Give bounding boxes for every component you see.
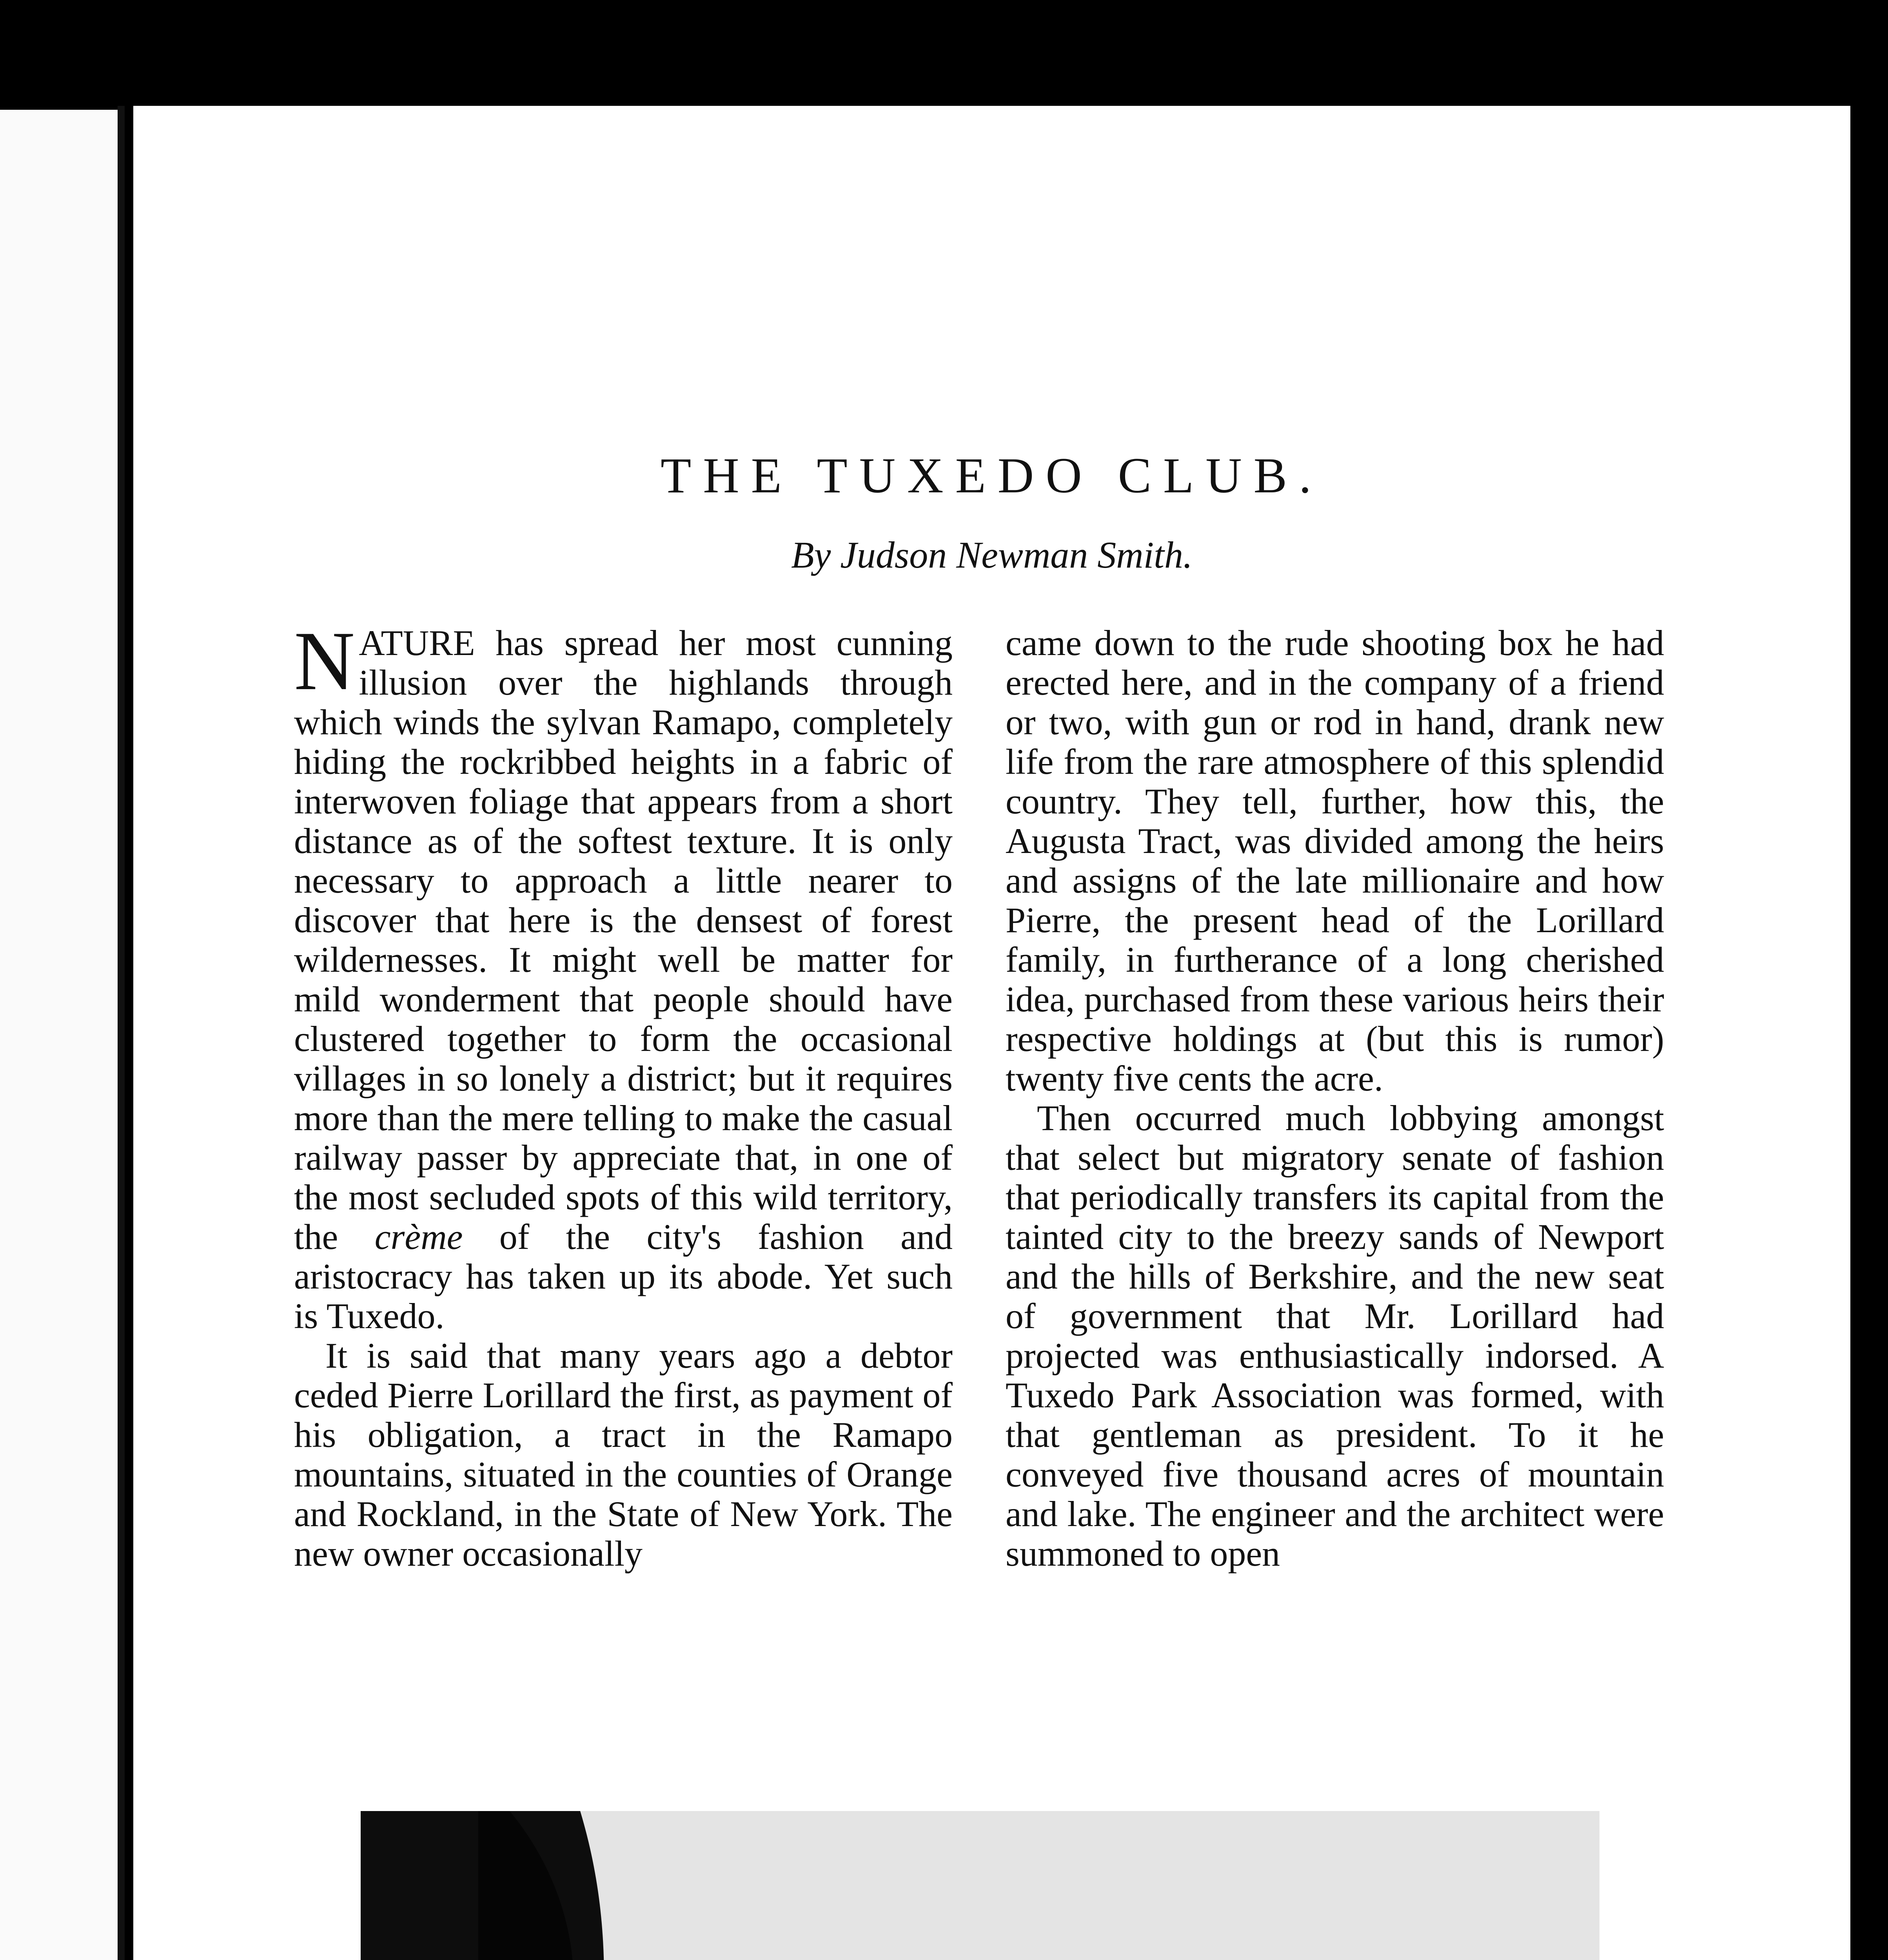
italic-word: crème (374, 1217, 463, 1257)
paragraph-1 (294, 614, 953, 1336)
text-column-left (294, 614, 953, 1573)
paragraph-1-text: ATURE has spread her most cunning illusion over the highlands through which winds the sylvan Ramapo, completely hiding the rockribbed heights in a fabric of interwoven foliage that appears from a short distance as of the softest texture. It is only necessary to approach a little nearer to discover that here is the densest of forest wildernesses. It might well be matter for mild wonderment that people should have clustered together to form the occasional villages in so lonely a district; but it requires more than the mere telling to make the casual railway passer by appreciate that, in one of the most secluded spots of this wild territory, the (294, 623, 953, 1257)
text-column-right (1006, 623, 1664, 1573)
paragraph-3: came down to the rude shooting box he had erected here, and in the company of a friend or two, with gun or rod in hand, drank new life from the rare atmosphere of this splendid country. They tell, further, how this, the Augusta Tract, was divided among the heirs and assigns of the late millionaire and how Pierre, the present head of the Lorillard family, in furtherance of a long cherished idea, purchased from these various heirs their respective holdings at (but this is rumor) twenty five cents the acre. (1006, 623, 1664, 1098)
article-title: THE TUXEDO CLUB. (661, 448, 1323, 503)
lake-photograph (361, 1811, 1599, 1960)
drop-cap: N (294, 614, 355, 708)
lake-scene-illustration (361, 1811, 1599, 1960)
paragraph-4: Then occurred much lobbying amongst that select but migratory senate of fashion that periodically transfers its capital from the tainted city to the breezy sands of Newport and the hills of Berkshire, and the new seat of government that Mr. Lorillard had projected was enthusiastically indorsed. A Tuxedo Park Association was formed, with that gentleman as president. To it he conveyed five thousand acres of mountain and lake. The engineer and the architect were summoned to open (1006, 1098, 1664, 1573)
article-byline: By Judson Newman Smith. (791, 534, 1193, 576)
paragraph-2: It is said that many years ago a debtor ceded Pierre Lorillard the first, as payment of his obligation, a tract in the Ramapo mountains, situated in the counties of Orange and Rockland, in the State of New York. The new owner occasionally (294, 1336, 953, 1573)
magazine-page (133, 106, 1850, 1960)
page-gutter (118, 106, 125, 1960)
facing-page-edge (0, 110, 118, 1960)
paragraph-1-end: of the city's fashion and aristocracy has taken up its abode. Yet such is Tuxedo. (294, 1217, 953, 1336)
